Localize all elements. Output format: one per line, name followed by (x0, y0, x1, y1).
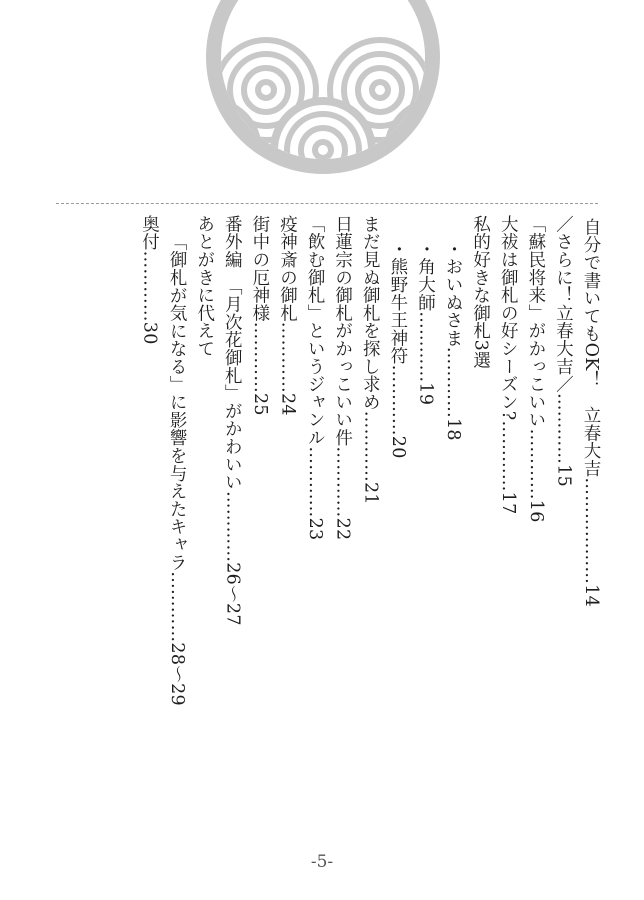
toc-entry: 日蓮宗の御札がかっこいい件…………22 (332, 215, 353, 541)
toc-entry: 自分で書いてもOK！ 立春大吉………………14 (581, 218, 601, 608)
toc-entry: 「蘇民将来」がかっこいい…………16 (525, 215, 546, 523)
toc-entry: 奥付…………30 (139, 215, 160, 345)
toc-entry: 疫神斎の御札…………24 (277, 215, 298, 416)
dashed-divider (56, 203, 598, 204)
toc-entry: 「御札が気になる」に影響を与えたキャラ…………28〜29 (167, 233, 188, 706)
toc-entry: 「飲む御札」というジャンル…………23 (305, 215, 326, 541)
toc-entry: ／さらに！立春大吉／…………15 (553, 215, 574, 488)
toc-entry: ・角大師…………19 (415, 240, 436, 406)
toc-entry: 街中の厄神様…………25 (249, 215, 270, 416)
toc-entry: 番外編 「月次花御札」がかわいい…………26〜27 (222, 215, 243, 626)
page-number: -5- (310, 852, 334, 872)
toc-entry: ・おいぬさま…………18 (443, 240, 464, 441)
toc-entry: ・熊野牛王神符…………20 (387, 240, 408, 459)
toc-entry: あとがきに代えて (194, 215, 215, 358)
toc-entry: まだ見ぬ御札を探し求め…………21 (360, 215, 381, 505)
seigaiha-wave-emblem (206, 0, 440, 174)
toc-entry: 私的好きな御札3選 (470, 215, 491, 369)
table-of-contents (135, 215, 604, 706)
toc-entry: 大祓は御札の好シーズン?…………17 (498, 215, 519, 515)
